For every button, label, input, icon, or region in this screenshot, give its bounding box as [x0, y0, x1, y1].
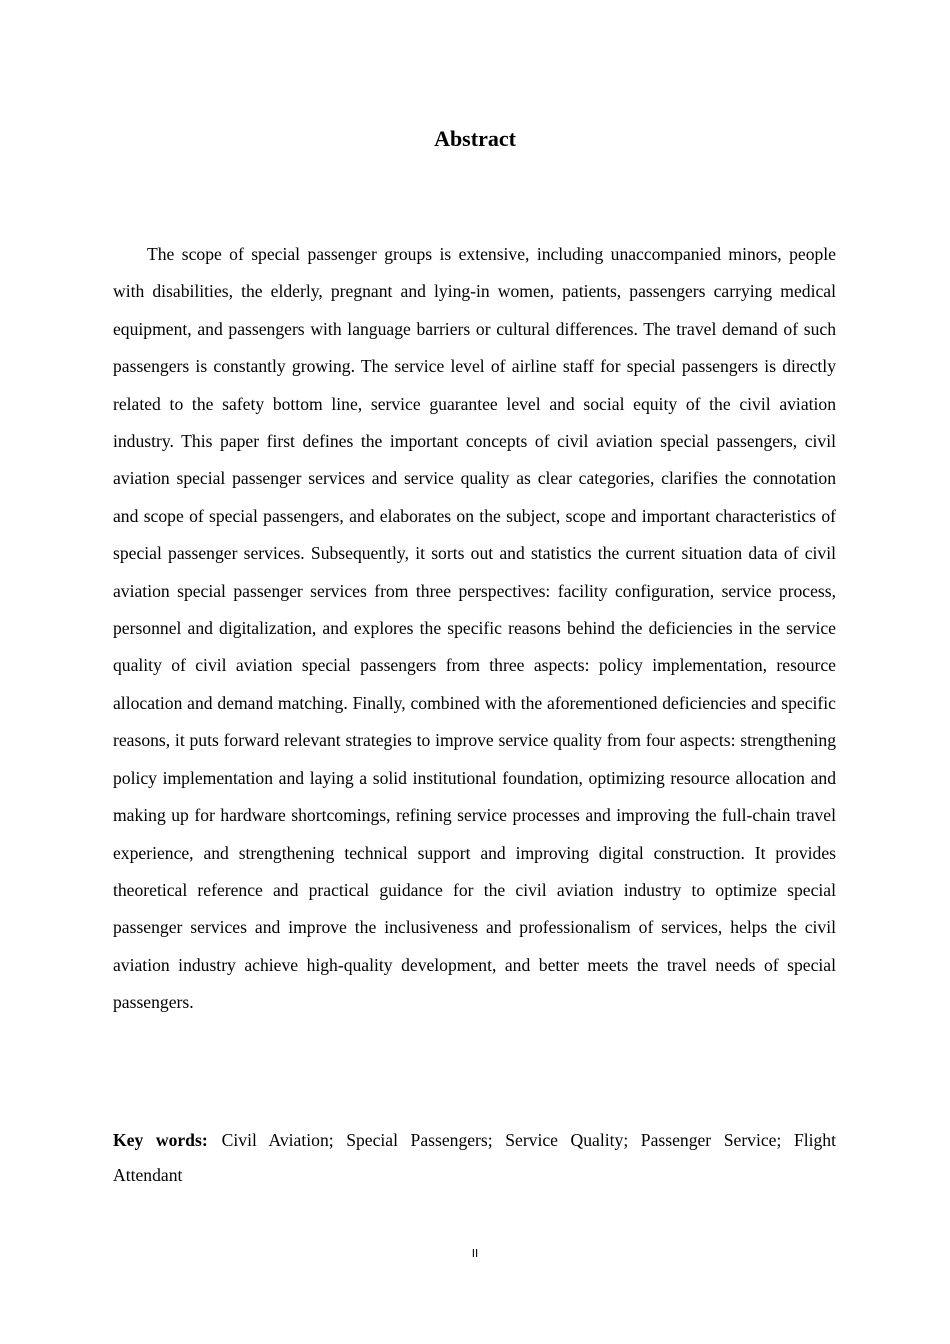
- page-number: II: [471, 1247, 479, 1260]
- abstract-body: The scope of special passenger groups is extensive, including unaccompanied minors, people with disabilities, the elderly, pregnant and lying-in women, patients, passengers carrying medical equipment, and passengers with language barriers or cultural differences. The travel demand of such passengers is constantly growing. The service level of airline staff for special passengers is directly related to the safety bottom line, service guarantee level and social equity of the civil aviation industry. This paper first defines the important concepts of civil aviation special passengers, civil aviation special passenger services and service quality as clear categories, clarifies the connotation and scope of special passengers, and elaborates on the subject, scope and important characteristics of special passenger services. Subsequently, it sorts out and statistics the current situation data of civil aviation special passenger services from three perspectives: facility configuration, service process, personnel and digitalization, and explores the specific reasons behind the deficiencies in the service quality of civil aviation special passengers from three aspects: policy implementation, resource allocation and demand matching. Finally, combined with the aforementioned deficiencies and specific reasons, it puts forward relevant strategies to improve service quality from four aspects: strengthening policy implementation and laying a solid institutional foundation, optimizing resource allocation and making up for hardware shortcomings, refining service processes and improving the full-chain travel experience, and strengthening technical support and improving digital construction. It provides theoretical reference and practical guidance for the civil aviation industry to optimize special passenger services and improve the inclusiveness and professionalism of services, helps the civil aviation industry achieve high-quality development, and better meets the travel needs of special passengers.: [113, 244, 836, 1013]
- abstract-title: Abstract: [434, 126, 516, 151]
- keywords-list: Civil Aviation; Special Passengers; Service Quality; Passenger Service; Flight Attendant: [113, 1130, 851, 1185]
- keywords-label: Key words: [113, 1130, 202, 1150]
- keywords-colon: :: [201, 1130, 208, 1150]
- keywords-line: [113, 1123, 851, 1193]
